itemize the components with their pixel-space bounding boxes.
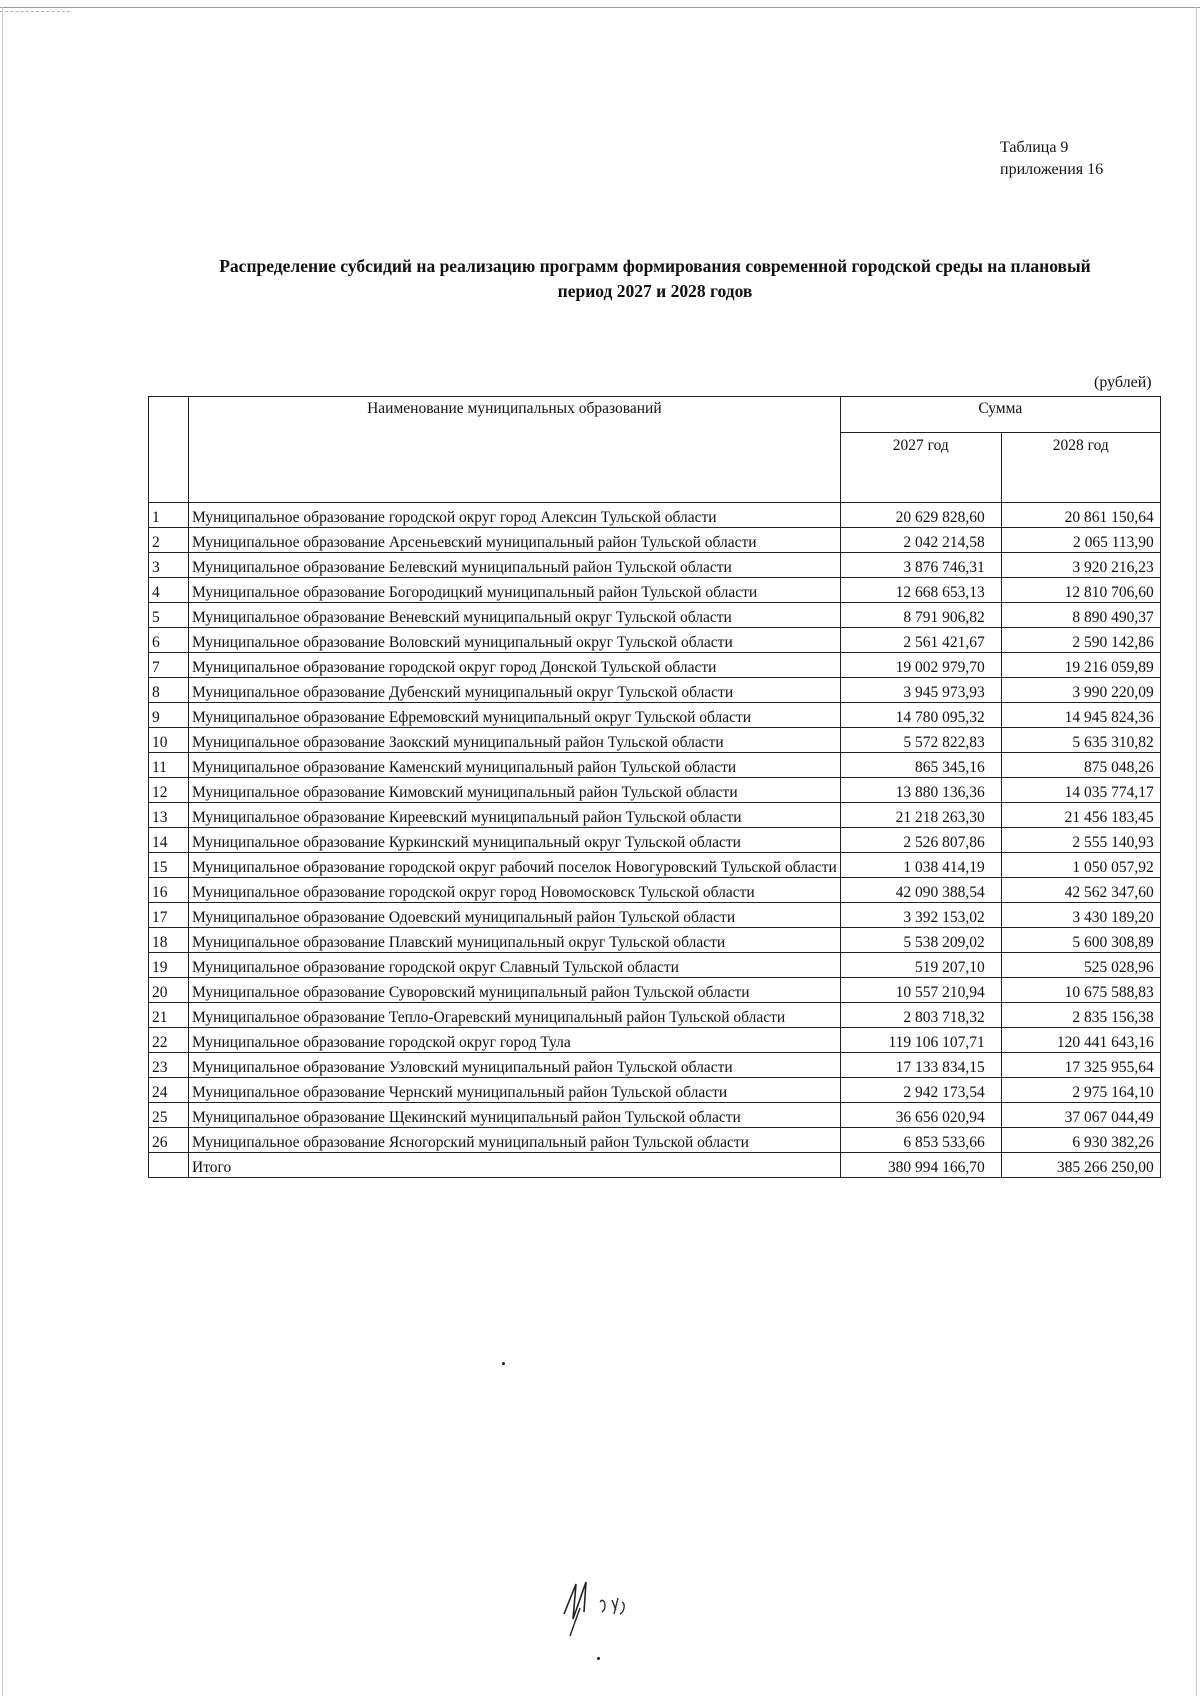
amount-2027-cell: 3 392 153,02	[840, 903, 1001, 928]
row-number-cell: 25	[149, 1103, 189, 1128]
amount-2028-cell: 2 590 142,86	[1001, 628, 1160, 653]
municipality-name-cell: Муниципальное образование Белевский муниципальный район Тульской области	[189, 553, 841, 578]
table-reference	[1000, 137, 1103, 181]
table-row	[149, 678, 1161, 703]
stray-dot-mark	[597, 1657, 600, 1660]
row-number-cell: 7	[149, 653, 189, 678]
amount-2027-cell: 42 090 388,54	[840, 878, 1001, 903]
table-header-row	[149, 397, 1161, 433]
municipality-name-cell: Муниципальное образование Узловский муниципальный район Тульской области	[189, 1053, 841, 1078]
amount-2027-cell: 2 561 421,67	[840, 628, 1001, 653]
amount-2028-cell: 17 325 955,64	[1001, 1053, 1160, 1078]
municipality-name-cell: Муниципальное образование городской округ рабочий поселок Новогуровский Тульской области	[189, 853, 841, 878]
municipality-name-cell: Муниципальное образование Тепло-Огаревский муниципальный район Тульской области	[189, 1003, 841, 1028]
row-number-cell: 4	[149, 578, 189, 603]
appendix-number: приложения 16	[1000, 161, 1104, 178]
amount-2028-cell: 2 835 156,38	[1001, 1003, 1160, 1028]
document-title-line-1: Распределение субсидий на реализацию программ формирования современной городской среды на плановый	[219, 256, 1091, 276]
municipality-name-cell: Муниципальное образование Суворовский муниципальный район Тульской области	[189, 978, 841, 1003]
amount-2027-cell: 17 133 834,15	[840, 1053, 1001, 1078]
header-number-cell	[149, 397, 189, 503]
amount-2028-cell: 2 555 140,93	[1001, 828, 1160, 853]
amount-2027-cell: 21 218 263,30	[840, 803, 1001, 828]
row-number-cell: 23	[149, 1053, 189, 1078]
amount-2028-cell: 14 945 824,36	[1001, 703, 1160, 728]
row-number-cell: 24	[149, 1078, 189, 1103]
table-row	[149, 753, 1161, 778]
table-row	[149, 903, 1161, 928]
amount-2028-cell: 42 562 347,60	[1001, 878, 1160, 903]
row-number-cell: 3	[149, 553, 189, 578]
municipality-name-cell: Муниципальное образование Дубенский муниципальный округ Тульской области	[189, 678, 841, 703]
table-row	[149, 828, 1161, 853]
amount-2027-cell: 6 853 533,66	[840, 1128, 1001, 1153]
table-row	[149, 1003, 1161, 1028]
municipality-name-cell: Муниципальное образование Кимовский муниципальный район Тульской области	[189, 778, 841, 803]
municipality-name-cell: Муниципальное образование городской округ город Алексин Тульской области	[189, 503, 841, 528]
amount-2027-cell: 10 557 210,94	[840, 978, 1001, 1003]
row-number-cell: 16	[149, 878, 189, 903]
row-number-cell: 20	[149, 978, 189, 1003]
municipality-name-cell: Муниципальное образование Ясногорский муниципальный район Тульской области	[189, 1128, 841, 1153]
table-row	[149, 1053, 1161, 1078]
amount-2027-cell: 20 629 828,60	[840, 503, 1001, 528]
total-2028-cell: 385 266 250,00	[1001, 1153, 1160, 1178]
row-number-cell: 19	[149, 953, 189, 978]
amount-2028-cell: 6 930 382,26	[1001, 1128, 1160, 1153]
amount-2027-cell: 12 668 653,13	[840, 578, 1001, 603]
scan-top-edge	[0, 7, 1200, 8]
amount-2027-cell: 2 942 173,54	[840, 1078, 1001, 1103]
table-row	[149, 503, 1161, 528]
amount-2027-cell: 8 791 906,82	[840, 603, 1001, 628]
amount-2028-cell: 21 456 183,45	[1001, 803, 1160, 828]
row-number-cell: 18	[149, 928, 189, 953]
table-row	[149, 578, 1161, 603]
row-number-cell: 5	[149, 603, 189, 628]
amount-2027-cell: 14 780 095,32	[840, 703, 1001, 728]
subsidy-table	[148, 396, 1161, 1178]
amount-2027-cell: 119 106 107,71	[840, 1028, 1001, 1053]
amount-2028-cell: 8 890 490,37	[1001, 603, 1160, 628]
municipality-name-cell: Муниципальное образование городской округ Славный Тульской области	[189, 953, 841, 978]
municipality-name-cell: Муниципальное образование городской округ город Тула	[189, 1028, 841, 1053]
row-number-cell: 12	[149, 778, 189, 803]
amount-2028-cell: 20 861 150,64	[1001, 503, 1160, 528]
municipality-name-cell: Муниципальное образование Одоевский муниципальный район Тульской области	[189, 903, 841, 928]
municipality-name-cell: Муниципальное образование Щекинский муниципальный район Тульской области	[189, 1103, 841, 1128]
amount-2027-cell: 3 876 746,31	[840, 553, 1001, 578]
scan-left-edge	[2, 7, 3, 1696]
scan-top-left-mark	[0, 11, 70, 12]
municipality-name-cell: Муниципальное образование Ефремовский муниципальный округ Тульской области	[189, 703, 841, 728]
amount-2028-cell: 19 216 059,89	[1001, 653, 1160, 678]
table-row	[149, 553, 1161, 578]
row-number-cell: 2	[149, 528, 189, 553]
amount-2027-cell: 5 572 822,83	[840, 728, 1001, 753]
amount-2028-cell: 5 600 308,89	[1001, 928, 1160, 953]
table-row	[149, 1128, 1161, 1153]
amount-2027-cell: 36 656 020,94	[840, 1103, 1001, 1128]
table-row	[149, 1028, 1161, 1053]
table-row	[149, 778, 1161, 803]
table-row	[149, 1078, 1161, 1103]
table-row	[149, 853, 1161, 878]
municipality-name-cell: Муниципальное образование городской округ город Новомосковск Тульской области	[189, 878, 841, 903]
municipality-name-cell: Муниципальное образование Заокский муниципальный район Тульской области	[189, 728, 841, 753]
total-2027-cell: 380 994 166,70	[840, 1153, 1001, 1178]
row-number-cell: 17	[149, 903, 189, 928]
table-row	[149, 628, 1161, 653]
stray-dot-mark	[502, 1362, 505, 1365]
amount-2028-cell: 3 920 216,23	[1001, 553, 1160, 578]
amount-2028-cell: 875 048,26	[1001, 753, 1160, 778]
amount-2027-cell: 1 038 414,19	[840, 853, 1001, 878]
amount-2027-cell: 519 207,10	[840, 953, 1001, 978]
header-sum-cell: Сумма	[840, 397, 1160, 433]
amount-2028-cell: 2 065 113,90	[1001, 528, 1160, 553]
table-row	[149, 728, 1161, 753]
row-number-cell: 21	[149, 1003, 189, 1028]
amount-2028-cell: 14 035 774,17	[1001, 778, 1160, 803]
municipality-name-cell: Муниципальное образование Каменский муниципальный район Тульской области	[189, 753, 841, 778]
currency-unit-note: (рублей)	[1094, 374, 1152, 391]
table-row	[149, 1103, 1161, 1128]
amount-2028-cell: 120 441 643,16	[1001, 1028, 1160, 1053]
row-number-cell: 26	[149, 1128, 189, 1153]
total-label-cell: Итого	[189, 1153, 841, 1178]
amount-2027-cell: 19 002 979,70	[840, 653, 1001, 678]
amount-2027-cell: 2 803 718,32	[840, 1003, 1001, 1028]
table-row	[149, 703, 1161, 728]
row-number-cell: 22	[149, 1028, 189, 1053]
amount-2028-cell: 12 810 706,60	[1001, 578, 1160, 603]
table-number: Таблица 9	[1000, 139, 1069, 156]
amount-2027-cell: 865 345,16	[840, 753, 1001, 778]
document-title-line-2: период 2027 и 2028 годов	[557, 281, 753, 301]
handwritten-signature	[556, 1574, 646, 1644]
header-2028-cell: 2028 год	[1001, 433, 1160, 503]
subsidy-table-body	[149, 397, 1161, 1178]
amount-2028-cell: 525 028,96	[1001, 953, 1160, 978]
amount-2028-cell: 2 975 164,10	[1001, 1078, 1160, 1103]
municipality-name-cell: Муниципальное образование городской округ город Донской Тульской области	[189, 653, 841, 678]
table-row	[149, 978, 1161, 1003]
amount-2028-cell: 3 990 220,09	[1001, 678, 1160, 703]
amount-2027-cell: 5 538 209,02	[840, 928, 1001, 953]
table-row	[149, 803, 1161, 828]
amount-2028-cell: 3 430 189,20	[1001, 903, 1160, 928]
amount-2028-cell: 5 635 310,82	[1001, 728, 1160, 753]
row-number-cell: 14	[149, 828, 189, 853]
amount-2028-cell: 37 067 044,49	[1001, 1103, 1160, 1128]
row-number-cell: 9	[149, 703, 189, 728]
header-2027-cell: 2027 год	[840, 433, 1001, 503]
row-number-cell: 15	[149, 853, 189, 878]
municipality-name-cell: Муниципальное образование Чернский муниципальный район Тульской области	[189, 1078, 841, 1103]
scan-right-edge	[1196, 7, 1197, 1696]
amount-2027-cell: 13 880 136,36	[840, 778, 1001, 803]
amount-2027-cell: 3 945 973,93	[840, 678, 1001, 703]
table-row	[149, 653, 1161, 678]
municipality-name-cell: Муниципальное образование Веневский муниципальный округ Тульской области	[189, 603, 841, 628]
row-number-cell: 6	[149, 628, 189, 653]
municipality-name-cell: Муниципальное образование Плавский муниципальный округ Тульской области	[189, 928, 841, 953]
municipality-name-cell: Муниципальное образование Арсеньевский муниципальный район Тульской области	[189, 528, 841, 553]
row-number-cell: 1	[149, 503, 189, 528]
table-row	[149, 953, 1161, 978]
table-row	[149, 528, 1161, 553]
total-number-cell	[149, 1153, 189, 1178]
row-number-cell: 11	[149, 753, 189, 778]
row-number-cell: 13	[149, 803, 189, 828]
amount-2028-cell: 10 675 588,83	[1001, 978, 1160, 1003]
document-title	[150, 254, 1160, 304]
amount-2027-cell: 2 526 807,86	[840, 828, 1001, 853]
table-total-row	[149, 1153, 1161, 1178]
table-row	[149, 928, 1161, 953]
municipality-name-cell: Муниципальное образование Куркинский муниципальный округ Тульской области	[189, 828, 841, 853]
municipality-name-cell: Муниципальное образование Воловский муниципальный округ Тульской области	[189, 628, 841, 653]
row-number-cell: 10	[149, 728, 189, 753]
table-row	[149, 878, 1161, 903]
header-name-cell: Наименование муниципальных образований	[189, 397, 841, 503]
municipality-name-cell: Муниципальное образование Киреевский муниципальный район Тульской области	[189, 803, 841, 828]
municipality-name-cell: Муниципальное образование Богородицкий муниципальный район Тульской области	[189, 578, 841, 603]
amount-2027-cell: 2 042 214,58	[840, 528, 1001, 553]
row-number-cell: 8	[149, 678, 189, 703]
amount-2028-cell: 1 050 057,92	[1001, 853, 1160, 878]
table-row	[149, 603, 1161, 628]
